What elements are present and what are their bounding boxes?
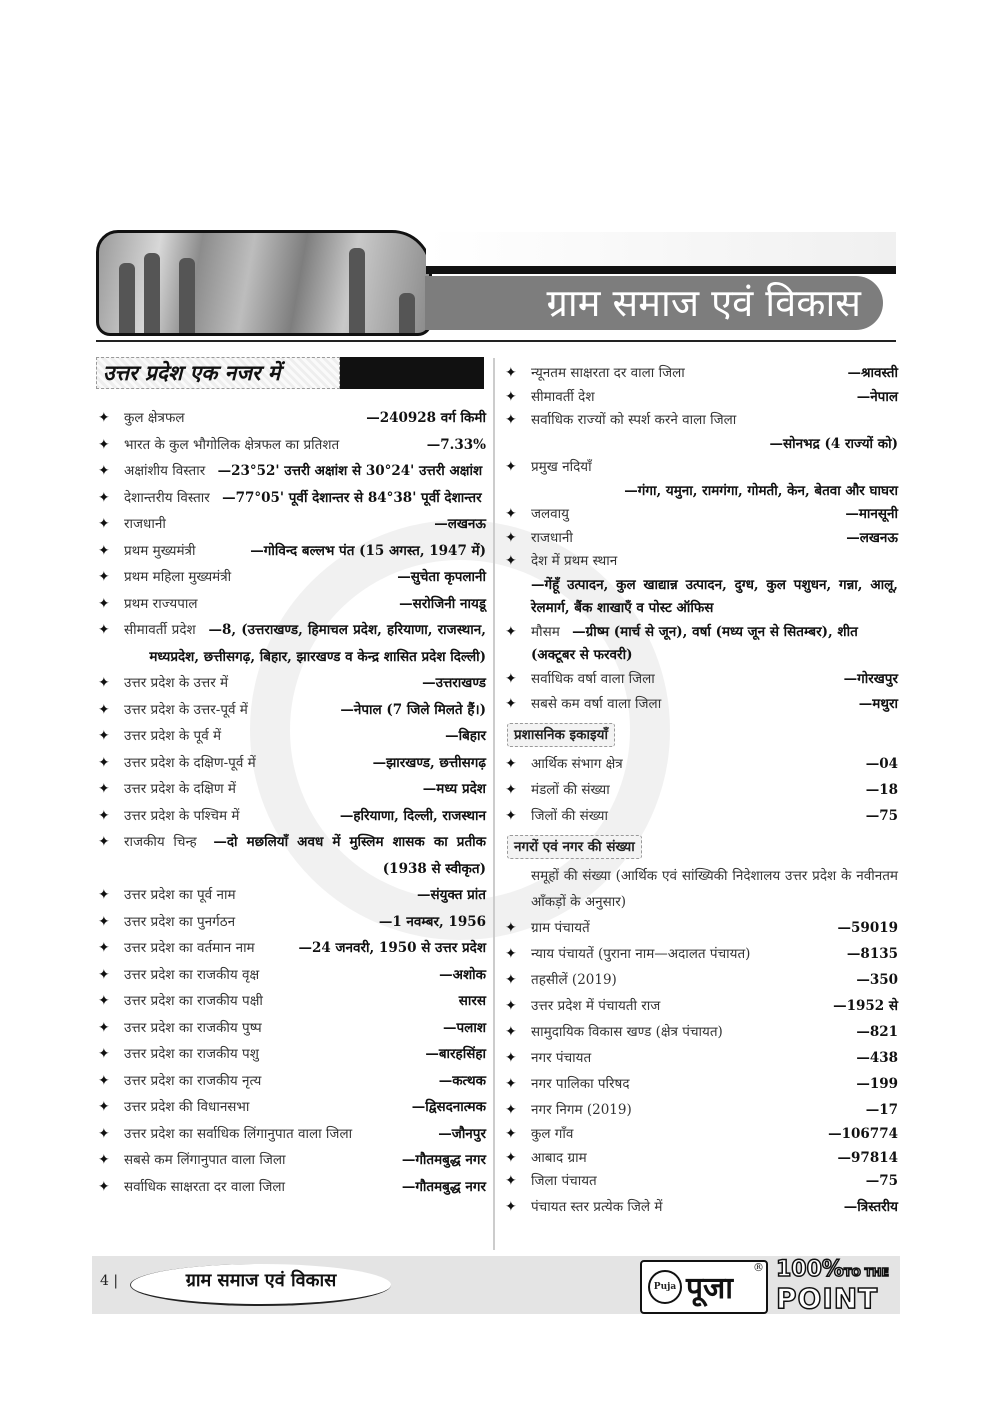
subsection-wrap xyxy=(503,829,898,863)
list-item xyxy=(503,362,898,386)
item-value: —उत्तराखण्ड xyxy=(422,675,486,691)
item-value: —1 नवम्बर, 1956 xyxy=(378,913,486,930)
item-value: —अशोक xyxy=(439,966,486,983)
list-item xyxy=(503,668,898,692)
page-footer xyxy=(92,1256,900,1314)
bullet-star-icon: ✦ xyxy=(505,1149,517,1166)
list-item xyxy=(96,1094,486,1121)
item-value: —सुचेता कृपलानी xyxy=(397,569,486,585)
item-value: —बिहार xyxy=(445,728,486,744)
bullet-star-icon: ✦ xyxy=(505,553,517,569)
item-value: —75 xyxy=(865,1173,898,1189)
left-column xyxy=(96,405,486,1200)
list-item xyxy=(503,386,898,410)
item-label: मौसम xyxy=(531,623,560,640)
item-value: —मानसूनी xyxy=(845,506,898,522)
item-label: न्यूनतम साक्षरता दर वाला जिला xyxy=(531,365,685,381)
bullet-star-icon: ✦ xyxy=(98,436,110,453)
item-label: उत्तर प्रदेश का सर्वाधिक लिंगानुपात वाला जिला xyxy=(124,1125,353,1142)
bullet-star-icon: ✦ xyxy=(505,388,517,405)
item-label: उत्तर प्रदेश का पूर्व नाम xyxy=(124,887,236,903)
section-title: उत्तर प्रदेश एक नजर में xyxy=(96,357,340,389)
item-label: उत्तर प्रदेश का पुनर्गठन xyxy=(124,913,236,930)
bullet-star-icon: ✦ xyxy=(505,1198,517,1215)
bullet-star-icon: ✦ xyxy=(505,1173,517,1189)
item-label: प्रथम मुख्यमंत्री xyxy=(124,542,196,559)
item-value: —गोरखपुर xyxy=(843,670,898,687)
list-item xyxy=(96,485,486,512)
publisher-logo xyxy=(640,1260,768,1314)
list-item xyxy=(96,829,486,882)
item-value: —लखनऊ xyxy=(434,516,486,532)
bullet-star-icon: ✦ xyxy=(98,1178,110,1195)
item-value: —1952 से xyxy=(833,998,898,1014)
item-value: —गंगा, यमुना, रामगंगा, गोमती, केन, बेतवा और घाघरा xyxy=(624,482,898,499)
list-item xyxy=(503,1097,898,1123)
list-item xyxy=(96,511,486,538)
item-value: —ग्रीष्म (मार्च से जून), वर्षा (मध्य जून से सितम्बर), शीत (अक्टूबर से फरवरी) xyxy=(531,623,858,663)
item-value: —75 xyxy=(865,808,898,824)
bullet-star-icon: ✦ xyxy=(98,754,110,771)
item-value: —8135 xyxy=(846,946,898,962)
logo-text: पूजा xyxy=(686,1271,734,1306)
item-value: —गोविन्द बल्लभ पंत (15 अगस्त, 1947 में) xyxy=(250,542,486,559)
item-value: सारस xyxy=(458,993,486,1009)
item-value: —59019 xyxy=(837,920,898,936)
item-value: —गेंहूँ उत्पादन, कुल खाद्यान्न उत्पादन, दुग्ध, कुल पशुधन, गन्ना, आलू, रेलमार्ग, बैंक शाखाएँ व पोस्ट ऑफिस xyxy=(531,576,898,616)
bullet-star-icon: ✦ xyxy=(98,489,110,506)
bullet-star-icon: ✦ xyxy=(98,781,110,797)
bullet-star-icon: ✦ xyxy=(98,701,110,718)
list-item xyxy=(96,432,486,459)
item-value: —गौतमबुद्ध नगर xyxy=(401,1178,486,1195)
list-item xyxy=(503,777,898,803)
list-item xyxy=(503,803,898,829)
item-label: उत्तर प्रदेश के उत्तर-पूर्व में xyxy=(124,701,248,718)
bullet-star-icon: ✦ xyxy=(98,595,110,612)
item-label: अक्षांशीय विस्तार xyxy=(124,463,206,479)
item-label: सर्वाधिक साक्षरता दर वाला जिला xyxy=(124,1178,285,1195)
item-label: भारत के कुल भौगोलिक क्षेत्रफल का प्रतिशत xyxy=(124,436,340,453)
list-item xyxy=(96,617,486,670)
item-value: —350 xyxy=(856,972,898,988)
item-value: —बारहसिंहा xyxy=(425,1046,486,1062)
item-value: —सोनभद्र (4 राज्यों को) xyxy=(769,435,898,452)
list-item xyxy=(503,967,898,993)
item-value: —8, (उत्तराखण्ड, हिमाचल प्रदेश, हरियाणा, राजस्थान, मध्यप्रदेश, छत्तीसगढ़, बिहार, झारखण्ड व केन्द्र शासित प्रदेश दिल्ली) xyxy=(149,622,486,665)
item-value: —लखनऊ xyxy=(846,529,898,546)
list-item xyxy=(96,909,486,936)
bullet-star-icon: ✦ xyxy=(98,1046,110,1062)
bullet-star-icon: ✦ xyxy=(98,622,110,638)
subsection-wrap xyxy=(503,717,898,751)
tagline xyxy=(776,1258,894,1313)
list-item xyxy=(96,1041,486,1068)
bullet-star-icon: ✦ xyxy=(505,506,517,522)
list-item xyxy=(96,1147,486,1174)
list-item xyxy=(503,1147,898,1171)
list-item xyxy=(96,405,486,432)
item-label: सबसे कम लिंगानुपात वाला जिला xyxy=(124,1152,286,1168)
tagline-bottom: POINT xyxy=(776,1282,879,1315)
item-value: —240928 वर्ग किमी xyxy=(366,410,486,426)
list-item xyxy=(503,527,898,551)
bullet-star-icon: ✦ xyxy=(98,728,110,744)
list-item xyxy=(96,723,486,750)
list-item xyxy=(503,1194,898,1220)
list-item xyxy=(503,1071,898,1097)
bullet-star-icon: ✦ xyxy=(505,946,517,962)
list-item xyxy=(503,550,898,621)
item-label: जिलों की संख्या xyxy=(531,808,608,824)
bullet-star-icon: ✦ xyxy=(505,1024,517,1040)
item-label: प्रमुख नदियाँ xyxy=(531,459,592,475)
bullet-star-icon: ✦ xyxy=(98,1072,110,1089)
item-label: उत्तर प्रदेश के दक्षिण में xyxy=(124,781,236,797)
bullet-star-icon: ✦ xyxy=(98,569,110,585)
item-value: —त्रिस्तरीय xyxy=(843,1198,898,1215)
list-item xyxy=(96,962,486,989)
bullet-star-icon: ✦ xyxy=(505,459,517,475)
registered-mark: ® xyxy=(753,1261,764,1274)
item-label: उत्तर प्रदेश का राजकीय पशु xyxy=(124,1046,259,1062)
note-text: समूहों की संख्या (आर्थिक एवं सांख्यिकी निदेशालय उत्तर प्रदेश के नवीनतम आँकड़ों के अनुसार) xyxy=(531,868,898,910)
bullet-star-icon: ✦ xyxy=(505,920,517,936)
item-label: जलवायु xyxy=(531,506,570,522)
page-separator: | xyxy=(113,1273,119,1289)
item-value: —77°05' पूर्वी देशान्तर से 84°38' पूर्वी देशान्तर xyxy=(222,489,482,506)
header-rule xyxy=(96,340,896,342)
list-item xyxy=(96,776,486,803)
item-label: राजधानी xyxy=(531,529,573,546)
bullet-star-icon: ✦ xyxy=(98,410,110,426)
bullet-star-icon: ✦ xyxy=(505,998,517,1014)
item-label: उत्तर प्रदेश में पंचायती राज xyxy=(531,998,661,1014)
bullet-star-icon: ✦ xyxy=(505,808,517,824)
item-label: उत्तर प्रदेश की विधानसभा xyxy=(124,1099,250,1115)
bullet-star-icon: ✦ xyxy=(505,1050,517,1066)
item-value: —438 xyxy=(856,1050,898,1066)
item-label: देश में प्रथम स्थान xyxy=(531,553,618,569)
header-photo xyxy=(96,230,432,336)
list-item xyxy=(96,1174,486,1201)
item-label: सबसे कम वर्षा वाला जिला xyxy=(531,696,662,712)
item-value: —नेपाल xyxy=(856,388,898,405)
item-value: —24 जनवरी, 1950 से उत्तर प्रदेश xyxy=(298,940,486,956)
list-item xyxy=(96,803,486,830)
bullet-star-icon: ✦ xyxy=(98,516,110,532)
page-number: 4 xyxy=(100,1273,109,1289)
item-label: उत्तर प्रदेश के पूर्व में xyxy=(124,728,222,744)
item-label: सीमावर्ती देश xyxy=(531,388,595,405)
bullet-star-icon: ✦ xyxy=(98,913,110,930)
section-heading xyxy=(96,357,484,389)
list-item xyxy=(503,1123,898,1147)
right-column xyxy=(503,362,898,1220)
list-item xyxy=(503,503,898,527)
item-value: —106774 xyxy=(828,1126,898,1142)
list-item xyxy=(96,1121,486,1148)
item-label: मंडलों की संख्या xyxy=(531,782,610,798)
bullet-star-icon: ✦ xyxy=(505,412,517,428)
item-label: सामुदायिक विकास खण्ड (क्षेत्र पंचायत) xyxy=(531,1024,723,1040)
item-label: नगर पंचायत xyxy=(531,1050,592,1066)
running-title: ग्राम समाज एवं विकास xyxy=(130,1264,391,1306)
list-item xyxy=(96,1015,486,1042)
list-item xyxy=(503,1170,898,1194)
item-value: —गौतमबुद्ध नगर xyxy=(401,1152,486,1168)
item-label: तहसीलें (2019) xyxy=(531,972,617,988)
item-value: —कत्थक xyxy=(438,1072,486,1089)
item-value: —दो मछलियाँ अवध में मुस्लिम शासक का प्रतीक (1938 से स्वीकृत) xyxy=(213,834,487,877)
item-label: उत्तर प्रदेश के दक्षिण-पूर्व में xyxy=(124,754,256,771)
item-value: —821 xyxy=(856,1024,898,1040)
item-value: —18 xyxy=(865,782,898,798)
header-fade xyxy=(426,232,896,266)
item-label: देशान्तरीय विस्तार xyxy=(124,489,210,506)
item-label: नगर निगम (2019) xyxy=(531,1102,632,1118)
item-value: —23°52' उत्तरी अक्षांश से 30°24' उत्तरी अक्षांश xyxy=(217,463,483,479)
bullet-star-icon: ✦ xyxy=(98,1019,110,1036)
list-item xyxy=(503,691,898,717)
item-value: —17 xyxy=(865,1102,898,1118)
item-label: सर्वाधिक वर्षा वाला जिला xyxy=(531,670,655,687)
section-heading-bar xyxy=(340,357,484,389)
item-value: —जौनपुर xyxy=(438,1125,486,1142)
list-item xyxy=(96,591,486,618)
item-label: उत्तर प्रदेश का राजकीय वृक्ष xyxy=(124,966,260,983)
bullet-star-icon: ✦ xyxy=(505,365,517,381)
list-item xyxy=(96,935,486,962)
item-value: —हरियाणा, दिल्ली, राजस्थान xyxy=(339,807,486,824)
list-item xyxy=(96,882,486,909)
list-item xyxy=(503,941,898,967)
item-label: पंचायत स्तर प्रत्येक जिले में xyxy=(531,1198,663,1215)
bullet-star-icon: ✦ xyxy=(505,623,517,640)
item-label: उत्तर प्रदेश के पश्चिम में xyxy=(124,807,240,824)
bullet-star-icon: ✦ xyxy=(505,670,517,687)
bullet-star-icon: ✦ xyxy=(98,675,110,691)
list-item xyxy=(96,564,486,591)
item-value: —नेपाल (7 जिले मिलते हैं।) xyxy=(340,701,486,718)
bullet-star-icon: ✦ xyxy=(98,1099,110,1115)
item-label: नगर पालिका परिषद xyxy=(531,1076,630,1092)
list-item xyxy=(96,988,486,1015)
column-divider xyxy=(493,358,495,1250)
list-item xyxy=(96,670,486,697)
item-label: उत्तर प्रदेश का राजकीय पुष्प xyxy=(124,1019,262,1036)
item-label: आर्थिक संभाग क्षेत्र xyxy=(531,756,623,772)
bullet-star-icon: ✦ xyxy=(98,1125,110,1142)
item-label: उत्तर प्रदेश के उत्तर में xyxy=(124,675,229,691)
item-value: —मथुरा xyxy=(858,696,898,712)
item-label: उत्तर प्रदेश का राजकीय पक्षी xyxy=(124,993,263,1009)
logo-emblem: Puja xyxy=(648,1270,682,1304)
item-value: —97814 xyxy=(837,1149,898,1166)
list-item xyxy=(503,1045,898,1071)
list-item xyxy=(96,750,486,777)
list-item xyxy=(503,915,898,941)
bullet-star-icon: ✦ xyxy=(98,887,110,903)
chapter-title: ग्राम समाज एवं विकास xyxy=(425,276,883,330)
item-value: —संयुक्त प्रांत xyxy=(417,887,486,903)
tagline-top: 100% xyxy=(776,1257,844,1282)
bullet-star-icon: ✦ xyxy=(98,542,110,559)
item-label: राजकीय चिन्ह xyxy=(124,834,197,850)
item-label: प्रथम राज्यपाल xyxy=(124,595,198,612)
item-label: राजधानी xyxy=(124,516,166,532)
bullet-star-icon: ✦ xyxy=(98,993,110,1009)
item-label: सर्वाधिक राज्यों को स्पर्श करने वाला जिला xyxy=(531,412,737,428)
item-label: जिला पंचायत xyxy=(531,1173,597,1189)
list-item xyxy=(96,538,486,565)
item-value: —झारखण्ड, छत्तीसगढ़ xyxy=(372,754,486,771)
bullet-star-icon: ✦ xyxy=(505,1076,517,1092)
list-item xyxy=(503,993,898,1019)
bullet-star-icon: ✦ xyxy=(98,463,110,479)
list-item xyxy=(503,456,898,503)
item-label: न्याय पंचायतें (पुराना नाम—अदालत पंचायत) xyxy=(531,946,751,962)
item-label: कुल क्षेत्रफल xyxy=(124,410,185,426)
list-item xyxy=(96,1068,486,1095)
subsection-heading: प्रशासनिक इकाइयाँ xyxy=(507,723,615,747)
item-value: —सरोजिनी नायडू xyxy=(399,595,486,612)
item-value: —199 xyxy=(856,1076,898,1092)
item-label: उत्तर प्रदेश का राजकीय नृत्य xyxy=(124,1072,262,1089)
bullet-star-icon: ✦ xyxy=(98,1152,110,1168)
bullet-star-icon: ✦ xyxy=(98,834,110,850)
list-item xyxy=(503,409,898,456)
bullet-star-icon: ✦ xyxy=(505,972,517,988)
item-label: कुल गाँव xyxy=(531,1126,574,1142)
item-value: —द्विसदनात्मक xyxy=(411,1099,486,1115)
bullet-star-icon: ✦ xyxy=(98,966,110,983)
header-bar xyxy=(426,266,896,274)
item-value: —मध्य प्रदेश xyxy=(422,781,486,797)
item-label: आबाद ग्राम xyxy=(531,1149,587,1166)
item-label: प्रथम महिला मुख्यमंत्री xyxy=(124,569,232,585)
bullet-star-icon: ✦ xyxy=(505,696,517,712)
bullet-star-icon: ✦ xyxy=(98,940,110,956)
item-value: —04 xyxy=(865,756,898,772)
list-item xyxy=(503,1019,898,1045)
subsection-heading: नगरों एवं नगर की संख्या xyxy=(507,835,642,859)
list-item xyxy=(503,621,898,668)
item-label: ग्राम पंचायतें xyxy=(531,920,590,936)
list-item xyxy=(96,458,486,485)
list-item xyxy=(96,697,486,724)
bullet-star-icon: ✦ xyxy=(505,782,517,798)
item-value: —श्रावस्ती xyxy=(847,365,898,381)
list-item xyxy=(503,751,898,777)
item-value: —पलाश xyxy=(443,1019,486,1036)
tagline-small: TO THE xyxy=(843,1266,889,1279)
bullet-star-icon: ✦ xyxy=(505,756,517,772)
bullet-star-icon: ✦ xyxy=(505,1102,517,1118)
item-label: सीमावर्ती प्रदेश xyxy=(124,622,196,638)
item-value: —7.33% xyxy=(426,436,486,453)
bullet-star-icon: ✦ xyxy=(505,529,517,546)
bullet-star-icon: ✦ xyxy=(505,1126,517,1142)
bullet-star-icon: ✦ xyxy=(98,807,110,824)
item-label: उत्तर प्रदेश का वर्तमान नाम xyxy=(124,940,255,956)
